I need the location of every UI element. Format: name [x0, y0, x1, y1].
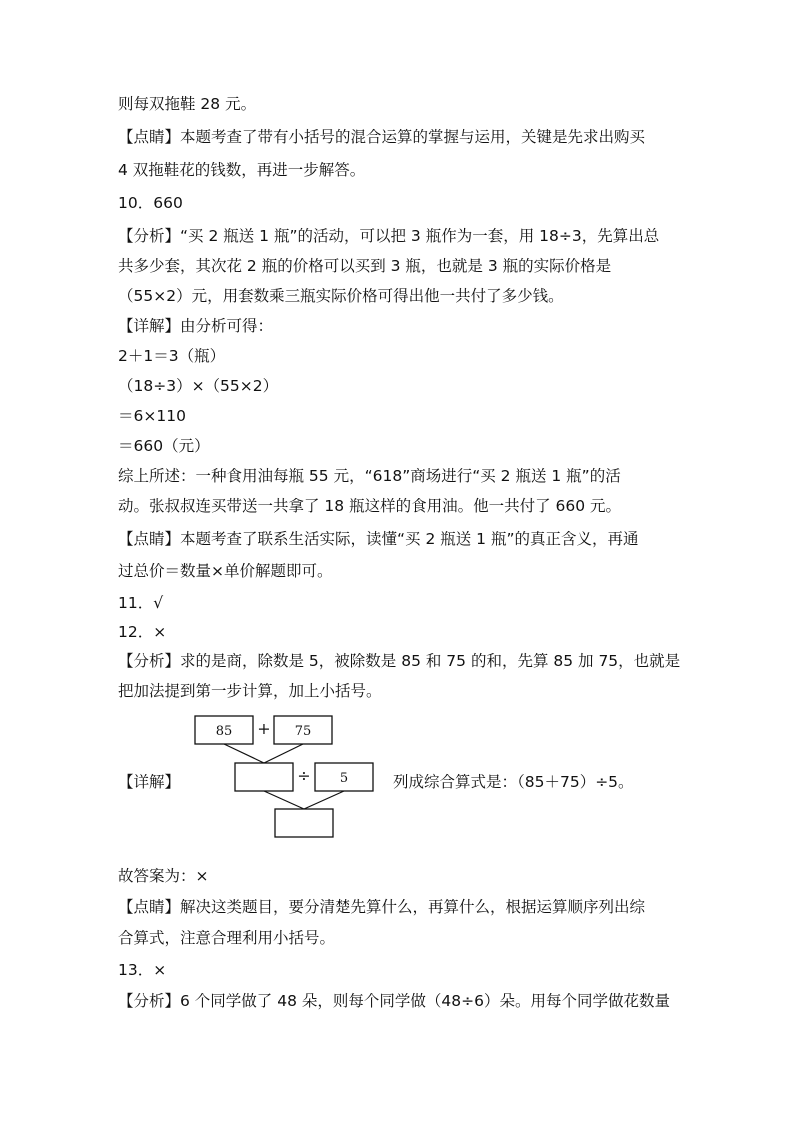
- text-line: 动。张叔叔连买带送一共拿了 18 瓶这样的食用油。他一共付了 660 元。: [118, 497, 622, 515]
- question-number-12: 12．×: [118, 623, 167, 641]
- text-line: 【分析】求的是商，除数是 5，被除数是 85 和 75 的和，先算 85 加 75，也就是: [118, 652, 681, 670]
- divisor-label: 5: [339, 771, 349, 786]
- text-line: 【分析】6 个同学做了 48 朵，则每个同学做（48÷6）朵。用每个同学做花数量: [118, 992, 670, 1010]
- question-number-13: 13．×: [118, 961, 167, 979]
- box-75-label: 75: [294, 724, 312, 739]
- divide-sign: ÷: [297, 766, 311, 785]
- question-number-10: 10．660: [118, 194, 183, 212]
- text-line: 【点睛】解决这类题目，要分清楚先算什么，再算什么，根据运算顺序列出综: [118, 898, 646, 916]
- connector-line: [224, 744, 264, 763]
- text-line: 则每双拖鞋 28 元。: [118, 95, 257, 113]
- connector-line: [264, 744, 303, 763]
- text-line: 合算式，注意合理利用小括号。: [118, 929, 336, 947]
- text-line: 【分析】“买 2 瓶送 1 瓶”的活动，可以把 3 瓶作为一套，用 18÷3，先算出总: [118, 227, 660, 245]
- math-line: ＝6×110: [118, 407, 186, 425]
- text-line: （55×2）元，用套数乘三瓶实际价格可得出他一共付了多少钱。: [118, 287, 564, 305]
- answer-line: 故答案为：×: [118, 867, 209, 885]
- plus-sign: +: [257, 719, 271, 738]
- text-line: 4 双拖鞋花的钱数，再进一步解答。: [118, 161, 366, 179]
- text-line: 过总价＝数量×单价解题即可。: [118, 562, 333, 580]
- formula-text: 列成综合算式是：（85＋75）÷5。: [393, 773, 634, 791]
- text-line: 【点睛】本题考查了带有小括号的混合运算的掌握与运用，关键是先求出购买: [118, 128, 646, 146]
- connector-line: [264, 791, 304, 809]
- math-line: ＝660（元）: [118, 437, 210, 455]
- math-line: 2＋1＝3（瓶）: [118, 347, 226, 365]
- detail-label: 【详解】: [118, 773, 181, 791]
- text-line: 【详解】由分析可得：: [118, 317, 274, 335]
- question-number-11: 11．√: [118, 594, 164, 612]
- math-line: （18÷3）×（55×2）: [118, 377, 279, 395]
- result-box: [275, 809, 333, 837]
- text-line: 【点睛】本题考查了联系生活实际，读懂“买 2 瓶送 1 瓶”的真正含义，再通: [118, 530, 639, 548]
- text-line: 共多少套，其次花 2 瓶的价格可以买到 3 瓶，也就是 3 瓶的实际价格是: [118, 257, 612, 275]
- text-line: 综上所述：一种食用油每瓶 55 元，“618”商场进行“买 2 瓶送 1 瓶”的活: [118, 467, 621, 485]
- connector-line: [304, 791, 344, 809]
- text-line: 把加法提到第一步计算，加上小括号。: [118, 682, 382, 700]
- box-85-label: 85: [215, 724, 233, 739]
- sum-box: [235, 763, 293, 791]
